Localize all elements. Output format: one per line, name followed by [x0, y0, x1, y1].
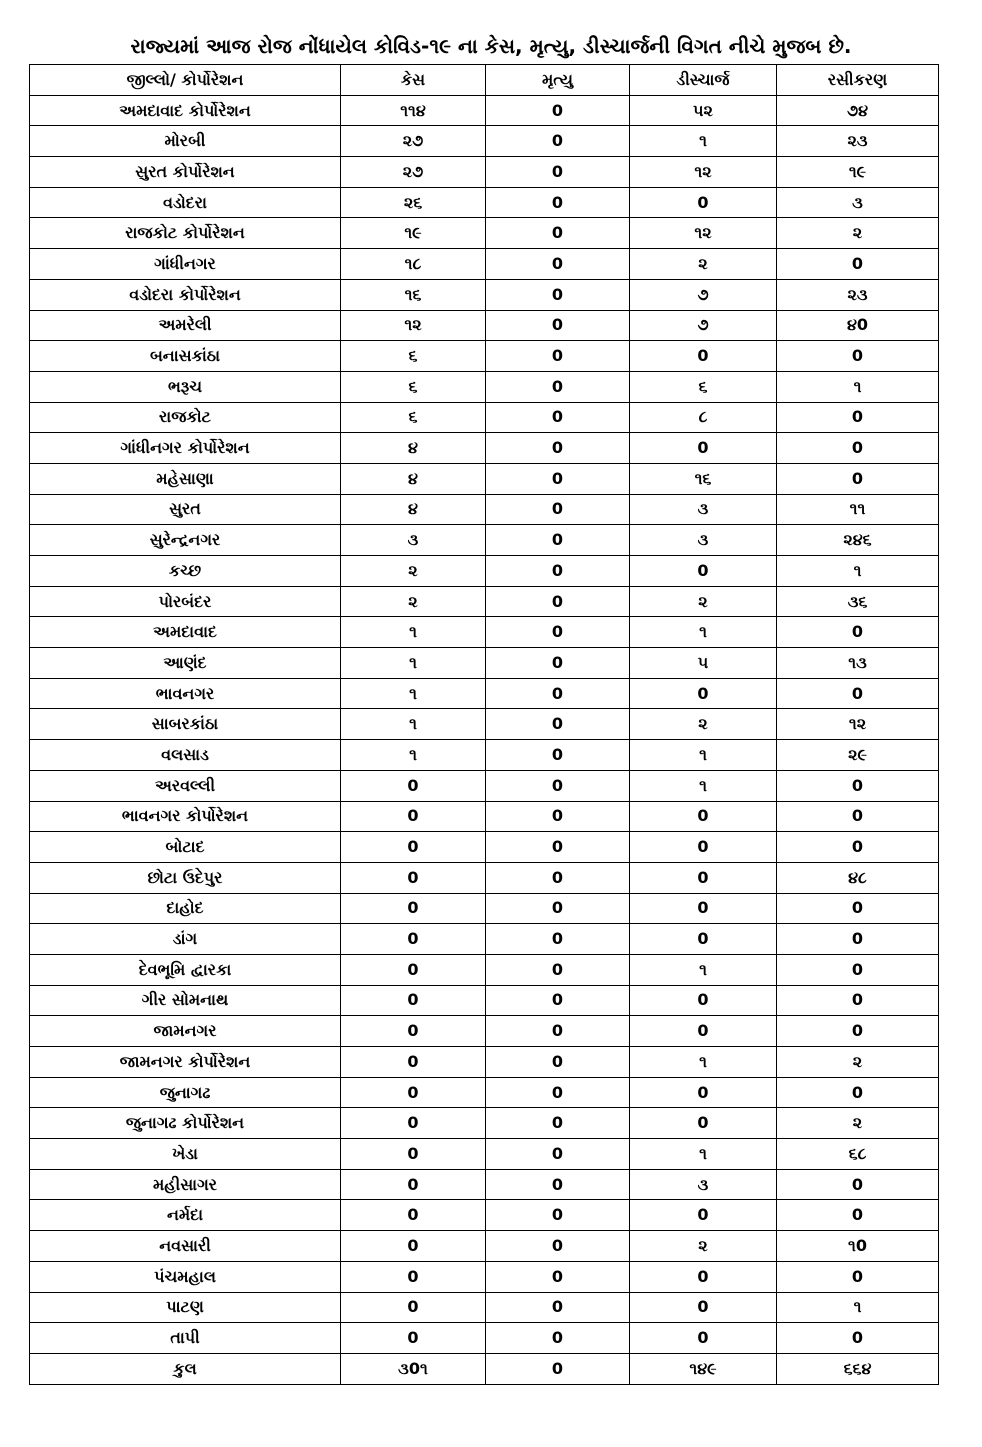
district-cell: અરવલ્લી: [30, 770, 341, 801]
district-cell: જુનાગઢ: [30, 1077, 341, 1108]
table-row: [30, 525, 939, 556]
vaccination-cell: ૩: [777, 187, 939, 218]
vaccination-cell: ૨૩: [777, 126, 939, 157]
district-cell: તાપી: [30, 1323, 341, 1354]
header-vaccination: રસીકરણ: [777, 65, 939, 96]
discharge-cell: ૫૨: [630, 95, 777, 126]
vaccination-cell: 0: [777, 249, 939, 280]
cases-cell: ૨૬: [341, 187, 486, 218]
deaths-cell: 0: [486, 985, 630, 1016]
cases-cell: ૪: [341, 463, 486, 494]
district-cell: ભાવનગર: [30, 678, 341, 709]
deaths-cell: 0: [486, 648, 630, 679]
district-cell: પાટણ: [30, 1292, 341, 1323]
district-cell: આણંદ: [30, 648, 341, 679]
deaths-cell: 0: [486, 801, 630, 832]
district-cell: પોરબંદર: [30, 586, 341, 617]
deaths-cell: 0: [486, 770, 630, 801]
discharge-cell: ૩: [630, 494, 777, 525]
district-cell: છોટા ઉદેપુર: [30, 862, 341, 893]
vaccination-cell: ૧૧: [777, 494, 939, 525]
table-row: [30, 1047, 939, 1078]
total-deaths-cell: 0: [486, 1353, 630, 1384]
deaths-cell: 0: [486, 862, 630, 893]
deaths-cell: 0: [486, 586, 630, 617]
district-cell: જામનગર કોર્પોરેશન: [30, 1047, 341, 1078]
deaths-cell: 0: [486, 1261, 630, 1292]
discharge-cell: 0: [630, 985, 777, 1016]
table-row: [30, 341, 939, 372]
cases-cell: ૨૭: [341, 157, 486, 188]
deaths-cell: 0: [486, 218, 630, 249]
cases-cell: 0: [341, 893, 486, 924]
discharge-cell: ૧: [630, 1047, 777, 1078]
district-cell: ડાંગ: [30, 924, 341, 955]
discharge-cell: 0: [630, 801, 777, 832]
district-cell: નર્મદા: [30, 1200, 341, 1231]
deaths-cell: 0: [486, 1108, 630, 1139]
vaccination-cell: ૧0: [777, 1231, 939, 1262]
discharge-cell: 0: [630, 1292, 777, 1323]
district-cell: પંચમહાલ: [30, 1261, 341, 1292]
deaths-cell: 0: [486, 341, 630, 372]
cases-cell: 0: [341, 801, 486, 832]
deaths-cell: 0: [486, 249, 630, 280]
table-row: [30, 862, 939, 893]
table-row: [30, 740, 939, 771]
cases-cell: 0: [341, 1016, 486, 1047]
table-row: [30, 371, 939, 402]
deaths-cell: 0: [486, 525, 630, 556]
cases-cell: 0: [341, 1169, 486, 1200]
vaccination-cell: 0: [777, 924, 939, 955]
table-row: [30, 463, 939, 494]
table-row: [30, 924, 939, 955]
district-cell: સુરત: [30, 494, 341, 525]
district-cell: ખેડા: [30, 1139, 341, 1170]
deaths-cell: 0: [486, 1139, 630, 1170]
table-row: [30, 556, 939, 587]
cases-cell: 0: [341, 1261, 486, 1292]
discharge-cell: ૧૨: [630, 157, 777, 188]
deaths-cell: 0: [486, 678, 630, 709]
cases-cell: ૧૮: [341, 249, 486, 280]
district-cell: અમરેલી: [30, 310, 341, 341]
vaccination-cell: ૨: [777, 1108, 939, 1139]
cases-cell: ૨૭: [341, 126, 486, 157]
vaccination-cell: 0: [777, 985, 939, 1016]
discharge-cell: ૧: [630, 126, 777, 157]
discharge-cell: ૧૬: [630, 463, 777, 494]
table-row: [30, 678, 939, 709]
total-district-cell: કુલ: [30, 1353, 341, 1384]
table-row: [30, 126, 939, 157]
vaccination-cell: 0: [777, 1169, 939, 1200]
district-cell: કચ્છ: [30, 556, 341, 587]
header-discharge: ડીસ્ચાર્જ: [630, 65, 777, 96]
district-cell: અમદાવાદ કોર્પોરેશન: [30, 95, 341, 126]
deaths-cell: 0: [486, 1323, 630, 1354]
district-cell: જામનગર: [30, 1016, 341, 1047]
discharge-cell: ૧: [630, 954, 777, 985]
discharge-cell: ૧: [630, 740, 777, 771]
vaccination-cell: 0: [777, 463, 939, 494]
table-row: [30, 648, 939, 679]
vaccination-cell: ૨૪૬: [777, 525, 939, 556]
district-cell: ગીર સોમનાથ: [30, 985, 341, 1016]
discharge-cell: ૬: [630, 371, 777, 402]
table-row: [30, 617, 939, 648]
vaccination-cell: 0: [777, 678, 939, 709]
cases-cell: 0: [341, 1139, 486, 1170]
deaths-cell: 0: [486, 494, 630, 525]
cases-cell: 0: [341, 1323, 486, 1354]
vaccination-cell: ૧: [777, 556, 939, 587]
discharge-cell: 0: [630, 1200, 777, 1231]
vaccination-cell: 0: [777, 770, 939, 801]
covid-district-table: [29, 64, 939, 1385]
total-row: [30, 1353, 939, 1384]
discharge-cell: ૫: [630, 648, 777, 679]
cases-cell: ૪: [341, 494, 486, 525]
total-cases-cell: ૩0૧: [341, 1353, 486, 1384]
cases-cell: ૧૨: [341, 310, 486, 341]
deaths-cell: 0: [486, 832, 630, 863]
vaccination-cell: ૨૩: [777, 279, 939, 310]
cases-cell: 0: [341, 770, 486, 801]
table-row: [30, 770, 939, 801]
vaccination-cell: ૧: [777, 1292, 939, 1323]
table-row: [30, 402, 939, 433]
cases-cell: 0: [341, 1292, 486, 1323]
cases-cell: ૧: [341, 740, 486, 771]
deaths-cell: 0: [486, 617, 630, 648]
discharge-cell: ૩: [630, 1169, 777, 1200]
table-row: [30, 832, 939, 863]
vaccination-cell: 0: [777, 954, 939, 985]
vaccination-cell: 0: [777, 1261, 939, 1292]
table-header-row: [30, 65, 939, 96]
table-body: [30, 95, 939, 1384]
deaths-cell: 0: [486, 95, 630, 126]
vaccination-cell: 0: [777, 832, 939, 863]
district-cell: જુનાગઢ કોર્પોરેશન: [30, 1108, 341, 1139]
deaths-cell: 0: [486, 126, 630, 157]
district-cell: મહીસાગર: [30, 1169, 341, 1200]
discharge-cell: ૭: [630, 310, 777, 341]
discharge-cell: 0: [630, 1077, 777, 1108]
district-cell: રાજકોટ: [30, 402, 341, 433]
vaccination-cell: ૨: [777, 1047, 939, 1078]
discharge-cell: ૧: [630, 770, 777, 801]
vaccination-cell: ૧૯: [777, 157, 939, 188]
table-row: [30, 954, 939, 985]
total-discharge-cell: ૧૪૯: [630, 1353, 777, 1384]
cases-cell: ૧૬: [341, 279, 486, 310]
table-row: [30, 1108, 939, 1139]
district-cell: બોટાદ: [30, 832, 341, 863]
cases-cell: 0: [341, 924, 486, 955]
table-row: [30, 1323, 939, 1354]
table-row: [30, 1200, 939, 1231]
discharge-cell: ૩: [630, 525, 777, 556]
vaccination-cell: ૭૪: [777, 95, 939, 126]
cases-cell: ૪: [341, 433, 486, 464]
vaccination-cell: ૬૮: [777, 1139, 939, 1170]
discharge-cell: 0: [630, 924, 777, 955]
table-row: [30, 494, 939, 525]
discharge-cell: ૨: [630, 586, 777, 617]
district-cell: મોરબી: [30, 126, 341, 157]
district-cell: સાબરકાંઠા: [30, 709, 341, 740]
deaths-cell: 0: [486, 1016, 630, 1047]
cases-cell: 0: [341, 1108, 486, 1139]
deaths-cell: 0: [486, 433, 630, 464]
cases-cell: ૨: [341, 556, 486, 587]
district-cell: બનાસકાંઠા: [30, 341, 341, 372]
cases-cell: 0: [341, 832, 486, 863]
district-cell: વડોદરા: [30, 187, 341, 218]
discharge-cell: ૮: [630, 402, 777, 433]
table-row: [30, 801, 939, 832]
cases-cell: 0: [341, 1047, 486, 1078]
discharge-cell: 0: [630, 893, 777, 924]
cases-cell: ૬: [341, 402, 486, 433]
district-cell: વડોદરા કોર્પોરેશન: [30, 279, 341, 310]
deaths-cell: 0: [486, 1292, 630, 1323]
deaths-cell: 0: [486, 740, 630, 771]
vaccination-cell: 0: [777, 1200, 939, 1231]
vaccination-cell: 0: [777, 1323, 939, 1354]
vaccination-cell: 0: [777, 1077, 939, 1108]
discharge-cell: 0: [630, 1323, 777, 1354]
table-row: [30, 249, 939, 280]
deaths-cell: 0: [486, 954, 630, 985]
discharge-cell: 0: [630, 678, 777, 709]
deaths-cell: 0: [486, 402, 630, 433]
cases-cell: 0: [341, 1077, 486, 1108]
header-deaths: મૃત્યુ: [486, 65, 630, 96]
cases-cell: ૨: [341, 586, 486, 617]
table-row: [30, 310, 939, 341]
discharge-cell: ૧: [630, 617, 777, 648]
district-cell: મહેસાણા: [30, 463, 341, 494]
discharge-cell: 0: [630, 341, 777, 372]
district-cell: રાજકોટ કોર્પોરેશન: [30, 218, 341, 249]
page-title: રાજ્યમાં આજ રોજ નોંધાયેલ કોવિડ-૧૯ ના કેસ, મૃત્યુ, ડીસ્ચાર્જની વિગત નીચે મુજબ છે.: [130, 34, 852, 58]
table-row: [30, 893, 939, 924]
header-district: જીલ્લો/ કોર્પોરેશન: [30, 65, 341, 96]
cases-cell: ૩: [341, 525, 486, 556]
vaccination-cell: 0: [777, 801, 939, 832]
table-row: [30, 985, 939, 1016]
cases-cell: ૬: [341, 371, 486, 402]
cases-cell: ૬: [341, 341, 486, 372]
table-row: [30, 1139, 939, 1170]
deaths-cell: 0: [486, 1200, 630, 1231]
district-cell: ભાવનગર કોર્પોરેશન: [30, 801, 341, 832]
district-cell: નવસારી: [30, 1231, 341, 1262]
vaccination-cell: 0: [777, 341, 939, 372]
cases-cell: ૧: [341, 678, 486, 709]
deaths-cell: 0: [486, 1169, 630, 1200]
table-row: [30, 157, 939, 188]
discharge-cell: ૧: [630, 1139, 777, 1170]
table-row: [30, 433, 939, 464]
table-row: [30, 1292, 939, 1323]
cases-cell: ૧: [341, 709, 486, 740]
discharge-cell: 0: [630, 1108, 777, 1139]
discharge-cell: ૭: [630, 279, 777, 310]
cases-cell: ૧૯: [341, 218, 486, 249]
table-row: [30, 1169, 939, 1200]
discharge-cell: 0: [630, 433, 777, 464]
vaccination-cell: ૧: [777, 371, 939, 402]
vaccination-cell: ૪0: [777, 310, 939, 341]
table-row: [30, 586, 939, 617]
district-cell: વલસાડ: [30, 740, 341, 771]
table-row: [30, 1016, 939, 1047]
vaccination-cell: 0: [777, 893, 939, 924]
deaths-cell: 0: [486, 893, 630, 924]
district-cell: ભરૂચ: [30, 371, 341, 402]
vaccination-cell: ૨: [777, 218, 939, 249]
vaccination-cell: ૪૮: [777, 862, 939, 893]
deaths-cell: 0: [486, 371, 630, 402]
deaths-cell: 0: [486, 709, 630, 740]
vaccination-cell: ૧૩: [777, 648, 939, 679]
district-cell: ગાંધીનગર કોર્પોરેશન: [30, 433, 341, 464]
discharge-cell: ૨: [630, 1231, 777, 1262]
cases-cell: 0: [341, 1200, 486, 1231]
table-row: [30, 218, 939, 249]
vaccination-cell: ૩૬: [777, 586, 939, 617]
district-cell: સુરેન્દ્રનગર: [30, 525, 341, 556]
deaths-cell: 0: [486, 556, 630, 587]
deaths-cell: 0: [486, 924, 630, 955]
district-cell: સુરત કોર્પોરેશન: [30, 157, 341, 188]
table-row: [30, 709, 939, 740]
vaccination-cell: 0: [777, 402, 939, 433]
deaths-cell: 0: [486, 1077, 630, 1108]
vaccination-cell: 0: [777, 1016, 939, 1047]
cases-cell: 0: [341, 862, 486, 893]
deaths-cell: 0: [486, 463, 630, 494]
deaths-cell: 0: [486, 1047, 630, 1078]
district-cell: દેવભૂમિ દ્વારકા: [30, 954, 341, 985]
cases-cell: 0: [341, 985, 486, 1016]
table-row: [30, 1077, 939, 1108]
deaths-cell: 0: [486, 157, 630, 188]
deaths-cell: 0: [486, 1231, 630, 1262]
vaccination-cell: ૧૨: [777, 709, 939, 740]
deaths-cell: 0: [486, 279, 630, 310]
vaccination-cell: ૨૯: [777, 740, 939, 771]
table-row: [30, 95, 939, 126]
cases-cell: 0: [341, 1231, 486, 1262]
discharge-cell: 0: [630, 1016, 777, 1047]
table-row: [30, 187, 939, 218]
header-cases: કેસ: [341, 65, 486, 96]
table-row: [30, 1261, 939, 1292]
discharge-cell: 0: [630, 556, 777, 587]
cases-cell: ૧: [341, 648, 486, 679]
cases-cell: 0: [341, 954, 486, 985]
vaccination-cell: 0: [777, 433, 939, 464]
deaths-cell: 0: [486, 187, 630, 218]
deaths-cell: 0: [486, 310, 630, 341]
discharge-cell: ૨: [630, 709, 777, 740]
discharge-cell: ૨: [630, 249, 777, 280]
table-row: [30, 1231, 939, 1262]
discharge-cell: ૧૨: [630, 218, 777, 249]
discharge-cell: 0: [630, 832, 777, 863]
total-vaccination-cell: ૬૬૪: [777, 1353, 939, 1384]
discharge-cell: 0: [630, 1261, 777, 1292]
vaccination-cell: 0: [777, 617, 939, 648]
table-row: [30, 279, 939, 310]
district-cell: દાહોદ: [30, 893, 341, 924]
discharge-cell: 0: [630, 862, 777, 893]
discharge-cell: 0: [630, 187, 777, 218]
district-cell: અમદાવાદ: [30, 617, 341, 648]
district-cell: ગાંધીનગર: [30, 249, 341, 280]
cases-cell: ૧: [341, 617, 486, 648]
cases-cell: ૧૧૪: [341, 95, 486, 126]
